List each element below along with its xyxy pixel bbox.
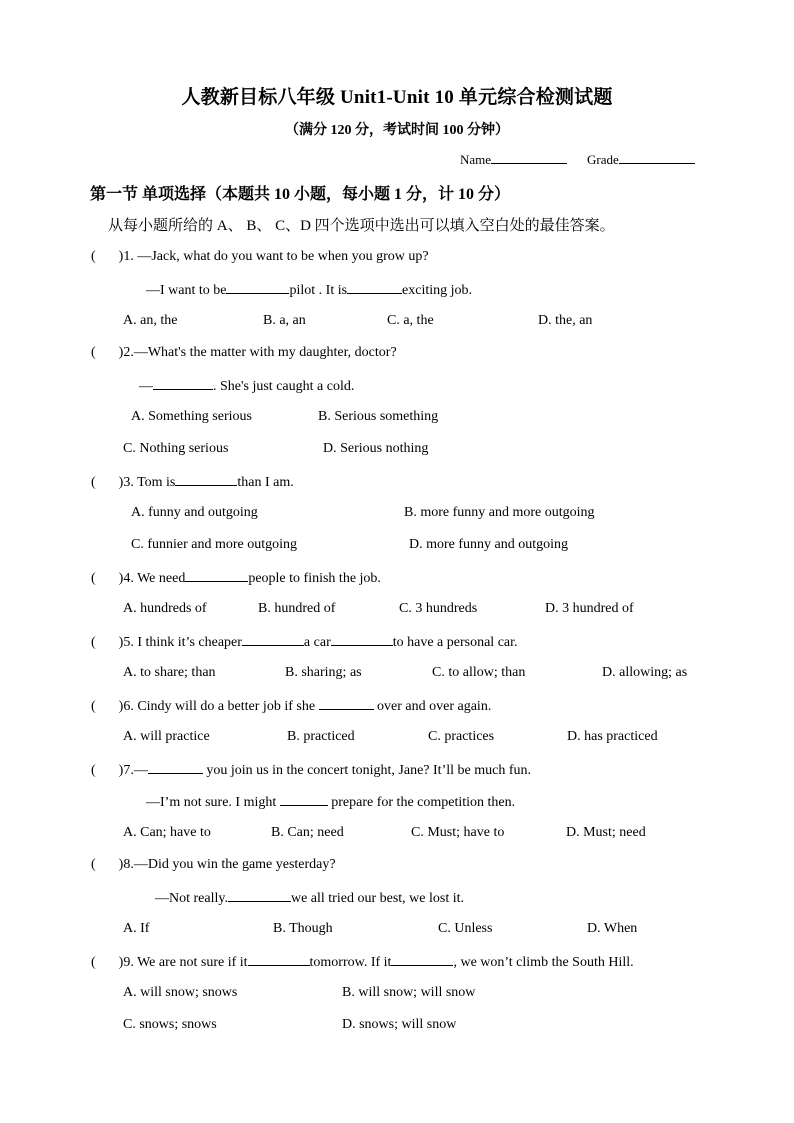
grade-label: Grade <box>587 152 619 167</box>
name-blank[interactable] <box>491 151 567 164</box>
option-b: B. hundred of <box>258 601 336 616</box>
option-a: A. will snow; snows <box>123 985 238 1000</box>
question-8-reply: —Not really. we all tried our best, we lost it. <box>155 888 464 908</box>
option-b: B. Serious something <box>318 409 439 424</box>
option-a: A. an, the <box>123 313 178 328</box>
option-a: A. to share; than <box>123 665 216 680</box>
option-a: A. funny and outgoing <box>131 505 258 520</box>
option-c: C. snows; snows <box>123 1017 217 1032</box>
option-d: D. allowing; as <box>602 665 688 680</box>
section-title: 第一节 单项选择（本题共 10 小题，每小题 1 分，计 10 分） <box>90 186 511 203</box>
option-d: D. 3 hundred of <box>545 601 634 616</box>
option-c: C. practices <box>428 729 495 744</box>
option-b: B. sharing; as <box>285 665 362 680</box>
question-2-reply: — . She's just caught a cold. <box>139 376 354 396</box>
name-label: Name <box>460 152 492 167</box>
option-a: A. Can; have to <box>123 825 211 840</box>
instruction-text: 从每小题所给的 A、 B、 C、D 四个选项中选出可以填入空白处的最佳答案。 <box>108 218 615 234</box>
option-d: D. more funny and outgoing <box>409 537 569 552</box>
page-title: 人教新目标八年级 Unit1-Unit 10 单元综合检测试题 <box>181 87 613 108</box>
option-d: D. has practiced <box>567 729 658 744</box>
page-subtitle: （满分 120 分，考试时间 100 分钟） <box>285 123 509 138</box>
question-1: ( )1. —Jack, what do you want to be when you grow up? <box>91 249 429 264</box>
fill-blank[interactable] <box>248 952 310 966</box>
question-9: ( )9. We are not sure if it tomorrow. If it , we won’t climb the South Hill. <box>91 952 634 972</box>
option-b: B. more funny and more outgoing <box>404 505 595 520</box>
question-1-reply: —I want to be pilot . It is exciting job. <box>146 280 472 300</box>
option-a: A. hundreds of <box>123 601 207 616</box>
fill-blank[interactable] <box>319 696 374 710</box>
option-b: B. Can; need <box>271 825 344 840</box>
fill-blank[interactable] <box>185 568 248 582</box>
option-b: B. practiced <box>287 729 355 744</box>
option-c: C. funnier and more outgoing <box>131 537 298 552</box>
option-c: C. a, the <box>387 313 434 328</box>
fill-blank[interactable] <box>175 472 237 486</box>
question-7-reply: —I’m not sure. I might prepare for the competition then. <box>146 792 515 812</box>
option-c: C. Must; have to <box>411 825 505 840</box>
option-c: C. Unless <box>438 921 493 936</box>
name-grade-row <box>460 151 695 168</box>
option-c: C. to allow; than <box>432 665 526 680</box>
question-5: ( )5. I think it’s cheaper a car to have a personal car. <box>91 632 518 652</box>
fill-blank[interactable] <box>347 280 402 294</box>
option-c: C. Nothing serious <box>123 441 229 456</box>
grade-blank[interactable] <box>619 151 695 164</box>
question-8: ( )8.—Did you win the game yesterday? <box>91 857 336 872</box>
fill-blank[interactable] <box>228 888 291 902</box>
question-7: ( )7.— you join us in the concert tonight, Jane? It’ll be much fun. <box>91 760 531 780</box>
fill-blank[interactable] <box>331 632 393 646</box>
fill-blank[interactable] <box>280 792 328 806</box>
option-b: B. a, an <box>263 313 306 328</box>
option-b: B. Though <box>273 921 333 936</box>
option-d: D. When <box>587 921 638 936</box>
option-d: D. the, an <box>538 313 593 328</box>
option-d: D. Serious nothing <box>323 441 429 456</box>
question-3: ( )3. Tom is than I am. <box>91 472 294 492</box>
fill-blank[interactable] <box>148 760 203 774</box>
option-c: C. 3 hundreds <box>399 601 478 616</box>
fill-blank[interactable] <box>242 632 304 646</box>
question-6: ( )6. Cindy will do a better job if she over and over again. <box>91 696 491 716</box>
fill-blank[interactable] <box>153 376 213 390</box>
fill-blank[interactable] <box>391 952 453 966</box>
question-2: ( )2.—What's the matter with my daughter, doctor? <box>91 345 397 360</box>
option-b: B. will snow; will snow <box>342 985 476 1000</box>
option-d: D. Must; need <box>566 825 646 840</box>
option-d: D. snows; will snow <box>342 1017 457 1032</box>
fill-blank[interactable] <box>226 280 289 294</box>
option-a: A. Something serious <box>131 409 252 424</box>
option-a: A. If <box>123 921 150 936</box>
option-a: A. will practice <box>123 729 210 744</box>
question-4: ( )4. We need people to finish the job. <box>91 568 381 588</box>
